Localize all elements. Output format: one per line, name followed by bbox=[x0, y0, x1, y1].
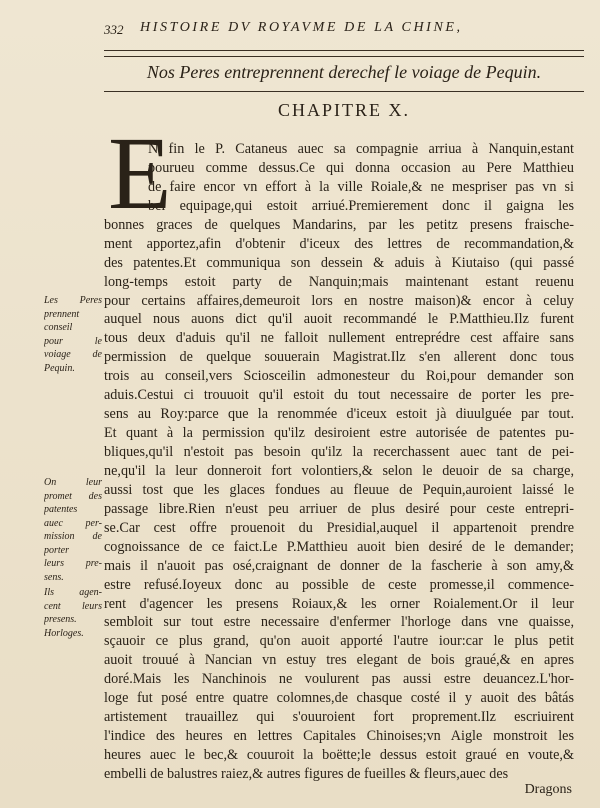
body-line: aduis.Cestui ci trouuoit qu'il estoit du tout necessaire de porter les pre- bbox=[104, 387, 574, 404]
heading-rule bbox=[104, 91, 584, 92]
body-line: N fin le P. Cataneus auec sa compagnie arriua à Nanquin,estant bbox=[148, 141, 574, 157]
body-line: auquel nous auons dict qu'il auoit recommandé le P.Matthieu.Ilz furent bbox=[104, 311, 574, 328]
margin-note-conseil bbox=[44, 294, 102, 375]
body-line: Et quant à la permission qu'ilz desiroient estre autorisée de patentes pu- bbox=[104, 425, 574, 442]
running-head bbox=[104, 18, 590, 40]
body-line: sçauoir ce plus grand, qu'on auoit apporté l'autre iour:car le plus petit bbox=[104, 633, 574, 650]
body-line: auoit trouué à Nancian vn estuy tres elegant de bois graué,& en apres bbox=[104, 652, 574, 669]
margin-note-patentes bbox=[44, 476, 102, 584]
margin-note-line: Ils agen- bbox=[44, 587, 102, 598]
margin-note-line: promet des bbox=[44, 490, 102, 502]
body-line: de faire encor vn effort à la ville Roiale,& ne mespriser pas vn si bbox=[148, 178, 574, 195]
body-line: passage libre.Rien n'eust peu arriuer de plus desiré pour ceste entrepri- bbox=[104, 500, 574, 517]
body-line: artistement trauaillez qui s'ouuroient fort proprement.Ilz escriuirent bbox=[104, 709, 574, 726]
margin-note-line: mission de bbox=[44, 531, 102, 542]
body-line: heures auec le bec,& couuroit la boëtte;le dessus estoit graué en voute,& bbox=[104, 747, 574, 763]
margin-note-line: conseil bbox=[44, 322, 73, 333]
margin-note-line: prennent bbox=[44, 308, 80, 320]
body-line: long-temps estoit party de Nanquin;mais maintenant estant reuenu bbox=[104, 273, 574, 290]
body-line: cognoissance de ce faict.Le P.Matthieu auoit bien desiré de le demander; bbox=[104, 538, 574, 555]
margin-note-line: pour le bbox=[44, 335, 102, 347]
margin-note-line: Horloges. bbox=[44, 627, 84, 639]
body-line: sembloit sur tout estre necessaire d'enfermer l'horloge dans vne quaisse, bbox=[104, 614, 574, 631]
body-line: sens au Roy:parce que la renommée d'iceux estoit jà diuulguée par tout. bbox=[104, 406, 574, 423]
page-number: 332 bbox=[104, 22, 124, 37]
body-line: permission de quelque souuerain Magistrat.Ilz s'en allerent donc tous bbox=[104, 349, 574, 366]
margin-note-line: On leur bbox=[44, 477, 102, 488]
drop-cap: E bbox=[108, 116, 172, 231]
body-line: pour certains affaires,demeuroit lors en nostre maison)& encor à celuy bbox=[104, 292, 574, 309]
body-line: estre refusé.Ioyeux donc au possible de ceste promesse,il commence- bbox=[104, 576, 574, 593]
body-line: rent d'agencer les presens Roiaux,& les orner Roialement.Or il leur bbox=[104, 595, 574, 612]
body-line: trois au conseil,vers Sciosceilin admonesteur du Roi,pour demander son bbox=[104, 368, 574, 385]
body-line: aussi tost que les glaces fondues au fleuue de Pequin,auroient laissé le bbox=[104, 481, 574, 498]
catchword: Dragons bbox=[524, 782, 572, 797]
body-line: loge fut posé entre quatre colomnes,de chasque costé il y auoit des bâtás bbox=[104, 690, 574, 707]
top-rule-inner bbox=[104, 56, 584, 57]
running-title: HISTOIRE DV ROYAVME DE LA CHINE, bbox=[140, 20, 463, 35]
body-line: mais il n'auoit pas osé,craignant de donner de la fascherie à son amy,& bbox=[104, 557, 574, 574]
body-line: embelli de balustres raiez,& autres figures de fueilles & fleurs,auec des bbox=[104, 765, 509, 782]
body-line: doré.Mais les Nanchinois ne voulurent pas aussi estre deuancez.L'hor- bbox=[104, 671, 574, 688]
margin-note-line: voiage de bbox=[44, 349, 102, 360]
margin-note-line: leurs pre- bbox=[44, 558, 102, 569]
margin-note-line: Pequin. bbox=[44, 362, 75, 374]
body-line: tous deux d'aduis qu'il ne falloit nullement entreprédre cest affaire sans bbox=[104, 330, 574, 347]
margin-note-line: porter bbox=[44, 544, 69, 556]
body-line: bonnes graces de quelques Mandarins, par les petitz presens fraische- bbox=[104, 216, 574, 233]
body-line: ment apportez,afin d'obtenir d'iceux des lettres de recommandation,& bbox=[104, 235, 574, 252]
margin-note-line: auec per- bbox=[44, 517, 102, 529]
top-rule bbox=[104, 50, 584, 51]
body-line: bel equipage,qui estoit arriué.Premierement donc il gaigna les bbox=[148, 197, 574, 214]
body-line: l'indice des heures en lettres Capitales Chinoises;vn Aigle monstroit les bbox=[104, 728, 574, 745]
body-line: bliques,qu'il n'estoit pas besoin qu'ilz la recerchassent auec tant de pei- bbox=[104, 444, 574, 460]
body-line: pourueu comme dessus.Ce qui donna occasion au Pere Matthieu bbox=[148, 159, 574, 176]
margin-note-line: Les Peres bbox=[44, 295, 102, 306]
body-text bbox=[104, 140, 574, 784]
margin-note-line: presens. bbox=[44, 614, 77, 625]
margin-note-line: patentes bbox=[44, 504, 78, 515]
body-line: se.Car cest offre prouenoit du Presidial,auquel il appartenoit prendre bbox=[104, 519, 574, 536]
body-line: des patentes.Et communiqua son dessein & aduis à Kiutaiso (qui passé bbox=[104, 254, 574, 271]
chapter-title: CHAPITRE X. bbox=[277, 100, 410, 120]
margin-note-horloges bbox=[44, 586, 102, 640]
body-line: ne,qu'il la leur donneroit fort volontiers,& selon le deuoir de sa charge, bbox=[104, 462, 574, 479]
section-heading: Nos Peres entreprennent derechef le voiage de Pequin. bbox=[146, 62, 542, 82]
margin-note-line: sens. bbox=[44, 571, 64, 583]
margin-note-line: cent leurs bbox=[44, 600, 102, 612]
